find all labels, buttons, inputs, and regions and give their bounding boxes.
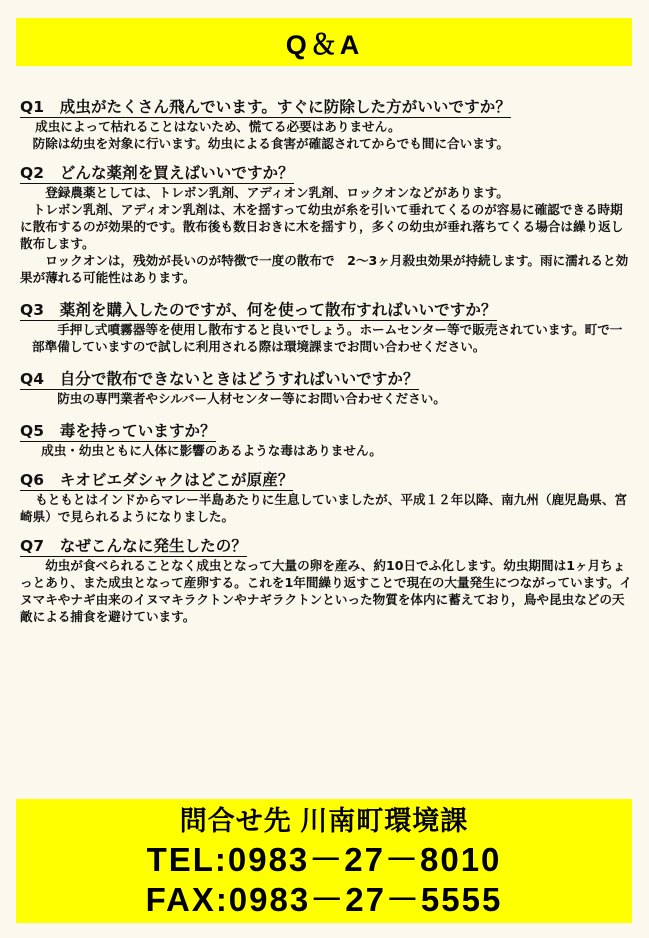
answer-4-line-1: 防虫の専門業者やシルバー人材センター等にお問い合わせください。 xyxy=(57,391,446,406)
question-4: Q4 自分で散布できないときはどうすればいいですか？ xyxy=(20,370,419,388)
answer-5-line-1: 成虫・幼虫ともに人体に影響のあるような毒はありません。 xyxy=(41,443,382,458)
question-2: Q2 どんな薬剤を買えばいいですか？ xyxy=(20,164,294,182)
qa-list xyxy=(20,97,632,625)
answer-6-line-1: もともとはインドからマレー半島あたりに生息していましたが、平成１２年以降、南九州（鹿児島県、宮崎県）で見られるようになりました。 xyxy=(20,492,628,524)
page-title: Q＆A xyxy=(16,18,632,66)
question-1: Q1 成虫がたくさん飛んでいます。すぐに防除した方がいいですか？ xyxy=(20,98,511,116)
answer-6 xyxy=(20,491,632,525)
qa-item-6 xyxy=(20,470,632,525)
qa-item-7 xyxy=(20,536,632,625)
answer-2-line-1: 登録農薬としては、トレボン乳剤、アディオン乳剤、ロックオンなどがあります。 xyxy=(45,185,509,200)
qa-item-2 xyxy=(20,163,632,286)
answer-7-line-1: 幼虫が食べられることなく成虫となって大量の卵を産み、約10日でふ化します。幼虫期間は1ヶ月ちょっとあり、また成虫となって産卵する。これを1年間繰り返すことで現在の大量発生につながっています。イヌマキやナギ由来のイヌマキラクトンやナギラクトンといった物質を体内に蓄えており，鳥や昆虫などの天敵による捕食を避けています。 xyxy=(20,558,633,624)
contact-box xyxy=(16,799,632,923)
answer-2-line-3: ロックオンは，残効が長いのが特徴で一度の散布で 2～3ヶ月殺虫効果が持続します。雨に濡れると効果が薄れる可能性はあります。 xyxy=(20,253,629,285)
question-3: Q3 薬剤を購入したのですが、何を使って散布すればいいですか？ xyxy=(20,301,497,319)
contact-fax: FAX:0983－27－5555 xyxy=(145,881,503,918)
question-7: Q7 なぜこんなに発生したの？ xyxy=(20,537,247,555)
answer-7 xyxy=(20,557,632,625)
answer-3-line-1: 手押し式噴霧器等を使用し散布すると良いでしょう。ホームセンター等で販売されています。町で一部準備していますので試しに利用される際は環境課までお問い合わせください。 xyxy=(32,322,623,354)
question-6: Q6 キオビエダシャクはどこが原産？ xyxy=(20,471,294,489)
answer-1-line-1: 成虫によって枯れることはないため、慌てる必要はありません。 xyxy=(35,119,401,134)
qa-item-3 xyxy=(20,300,632,355)
qa-item-4 xyxy=(20,369,632,407)
contact-title: 問合せ先 川南町環境課 xyxy=(179,806,469,836)
qa-item-1 xyxy=(20,97,632,152)
answer-2-line-2: トレボン乳剤、アディオン乳剤は、木を揺すって幼虫が糸を引いて垂れてくるのが容易に確認できる時期に散布するのが効果的です。散布後も数日おきに木を揺すり，多くの幼虫が垂れ落ちてくる場合は繰り返し散布します。 xyxy=(20,202,624,251)
answer-4 xyxy=(20,390,632,407)
answer-2 xyxy=(20,184,632,286)
answer-1-line-2: 防除は幼虫を対象に行います。幼虫による食害が確認されてからでも間に合います。 xyxy=(32,136,510,151)
answer-5 xyxy=(20,442,632,459)
question-5: Q5 毒を持っていますか？ xyxy=(20,422,216,440)
contact-tel: TEL:0983－27－8010 xyxy=(146,841,502,878)
qa-item-5 xyxy=(20,421,632,459)
answer-1 xyxy=(20,118,632,152)
answer-3 xyxy=(20,321,632,355)
